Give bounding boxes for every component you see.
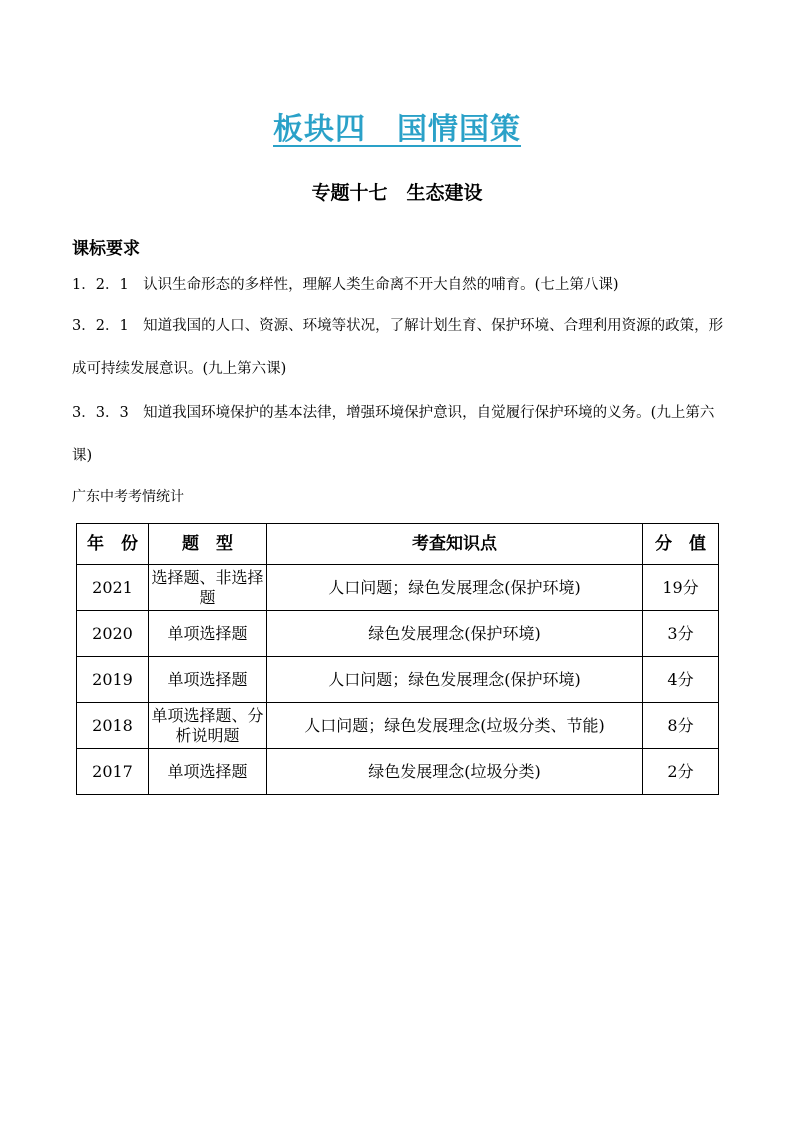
table-row	[77, 703, 719, 749]
requirement-item: 3．2．1 知道我国的人口、资源、环境等状况，了解计划生育、保护环境、合理利用资源的政策，形成可持续发展意识。(九上第六课)	[72, 318, 724, 377]
stats-label: 广东中考考情统计	[72, 489, 184, 505]
header-year: 年 份	[77, 524, 149, 565]
header-knowledge-point: 考查知识点	[267, 524, 643, 565]
table-header-row	[77, 524, 719, 565]
requirement-item: 1．2．1 认识生命形态的多样性，理解人类生命离不开大自然的哺育。(七上第八课)	[72, 277, 619, 293]
section-heading: 课标要求	[72, 239, 140, 259]
cell-question-type: 单项选择题	[149, 657, 267, 703]
requirement-item: 3．3．3 知道我国环境保护的基本法律，增强环境保护意识，自觉履行保护环境的义务。(九上第六课)	[72, 405, 715, 464]
cell-question-type: 单项选择题、分析说明题	[149, 703, 267, 749]
table-row	[77, 565, 719, 611]
cell-question-type: 单项选择题	[149, 749, 267, 795]
cell-year: 2018	[77, 703, 149, 749]
cell-knowledge-point: 绿色发展理念(保护环境)	[267, 611, 643, 657]
cell-score: 4分	[643, 657, 719, 703]
topic-subtitle: 专题十七 生态建设	[311, 182, 483, 204]
exam-stats-table	[76, 523, 719, 795]
header-score: 分 值	[643, 524, 719, 565]
header-question-type: 题 型	[149, 524, 267, 565]
cell-score: 19分	[643, 565, 719, 611]
cell-year: 2021	[77, 565, 149, 611]
cell-knowledge-point: 人口问题；绿色发展理念(保护环境)	[267, 565, 643, 611]
cell-knowledge-point: 人口问题；绿色发展理念(垃圾分类、节能)	[267, 703, 643, 749]
cell-question-type: 单项选择题	[149, 611, 267, 657]
table-row	[77, 749, 719, 795]
table-row	[77, 611, 719, 657]
cell-question-type: 选择题、非选择题	[149, 565, 267, 611]
cell-score: 3分	[643, 611, 719, 657]
cell-score: 2分	[643, 749, 719, 795]
cell-score: 8分	[643, 703, 719, 749]
cell-year: 2019	[77, 657, 149, 703]
cell-year: 2017	[77, 749, 149, 795]
cell-year: 2020	[77, 611, 149, 657]
cell-knowledge-point: 绿色发展理念(垃圾分类)	[267, 749, 643, 795]
cell-knowledge-point: 人口问题；绿色发展理念(保护环境)	[267, 657, 643, 703]
page-title: 板块四 国情国策	[273, 112, 521, 147]
table-row	[77, 657, 719, 703]
